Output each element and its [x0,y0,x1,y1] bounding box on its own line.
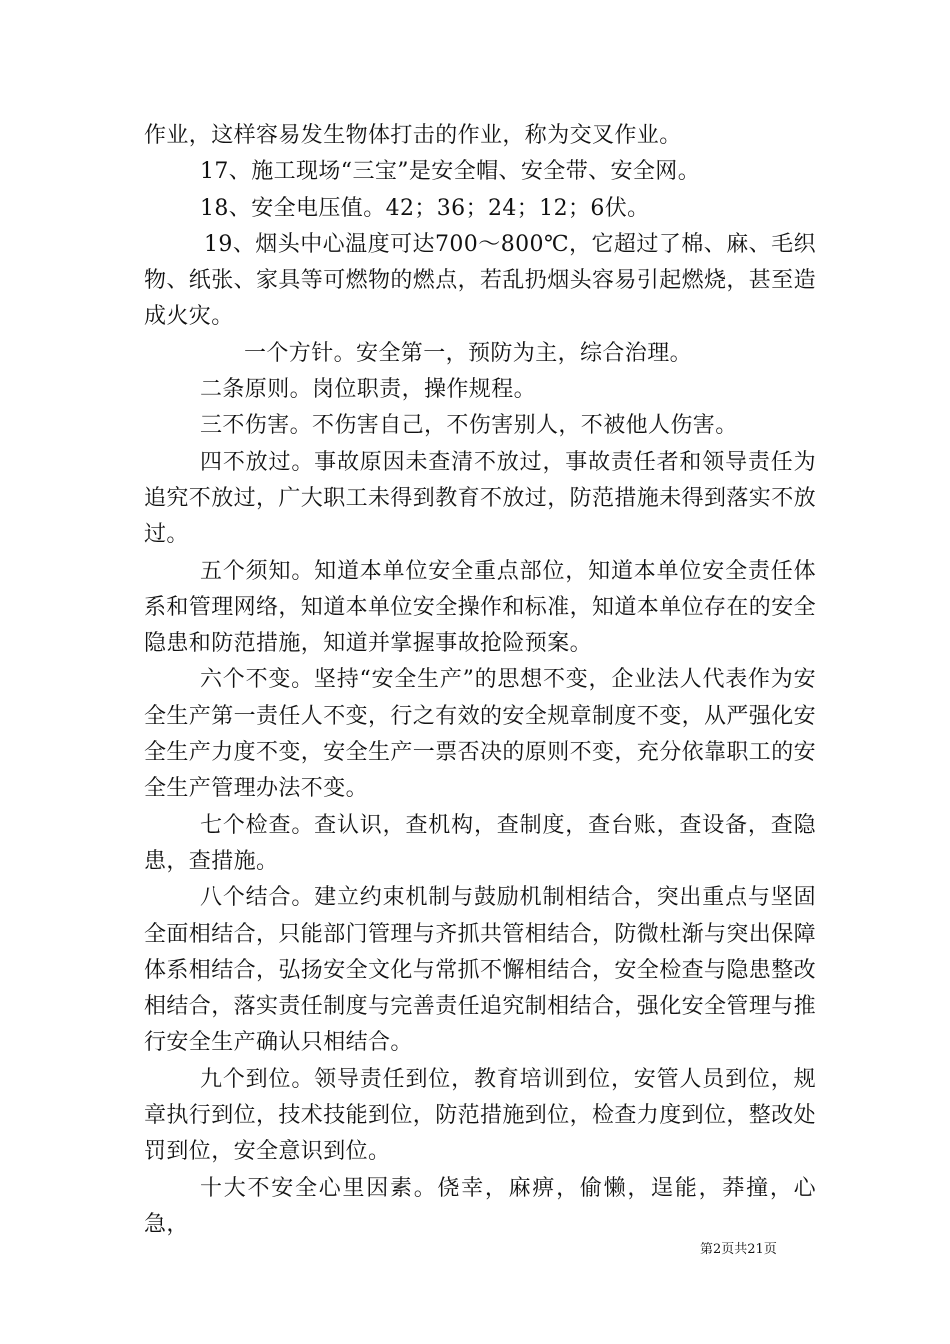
paragraph-one-policy: 一个方针。安全第一，预防为主，综合治理。 [244,340,693,366]
paragraph-item-19: 19、烟头中心温度可达700～800℃，它超过了棉、麻、毛织物、纸张、家具等可燃物的燃点，若乱扔烟头容易引起燃烧，甚至造成火灾。 [144,231,817,330]
paragraph-four-no-pass: 四不放过。事故原因未查清不放过，事故责任者和领导责任为追究不放过，广大职工未得到教育不放过，防范措施未得到落实不放过。 [144,449,817,548]
paragraph-continuation: 作业，这样容易发生物体打击的作业，称为交叉作业。 [144,123,682,148]
paragraph-item-17: 17、施工现场“三宝”是安全帽、安全带、安全网。 [200,159,701,185]
paragraph-five-must-know: 五个须知。知道本单位安全重点部位，知道本单位安全责任体系和管理网络，知道本单位安全操作和标准，知道本单位存在的安全隐患和防范措施，知道并掌握事故抢险预案。 [144,558,817,657]
paragraph-ten-factors: 十大不安全心里因素。侥幸，麻痹，偷懒，逞能，莽撞，心急， [144,1175,816,1237]
paragraph-six-unchanged: 六个不变。坚持“安全生产”的思想不变，企业法人代表作为安全生产第一责任人不变，行之有效的安全规章制度不变，从严强化安全生产力度不变，安全生产一票否决的原则不变，充分依靠职工的安全生产管理办法不变。 [144,667,817,802]
paragraph-two-principles: 二条原则。岗位职责，操作规程。 [200,377,537,403]
paragraph-nine-in-place: 九个到位。领导责任到位，教育培训到位，安管人员到位，规章执行到位，技术技能到位，防范措施到位，检查力度到位，整改处罚到位，安全意识到位。 [144,1066,817,1165]
paragraph-item-18: 18、安全电压值。42；36；24；12；6伏。 [200,195,650,221]
page-number-footer: 第2页共21页 [700,1242,777,1257]
paragraph-seven-checks: 七个检查。查认识，查机构，查制度，查台账，查设备，查隐患，查措施。 [144,812,816,874]
paragraph-three-no-harm: 三不伤害。不伤害自己，不伤害别人，不被他人伤害。 [200,413,738,439]
document-body [144,118,816,1243]
paragraph-eight-combinations: 八个结合。建立约束机制与鼓励机制相结合，突出重点与坚固全面相结合，只能部门管理与齐抓共管相结合，防微杜渐与突出保障体系相结合，弘扬安全文化与常抓不懈相结合，安全检查与隐患整改相结合，落实责任制度与完善责任追究制相结合，强化安全管理与推行安全生产确认只相结合。 [144,885,817,1056]
